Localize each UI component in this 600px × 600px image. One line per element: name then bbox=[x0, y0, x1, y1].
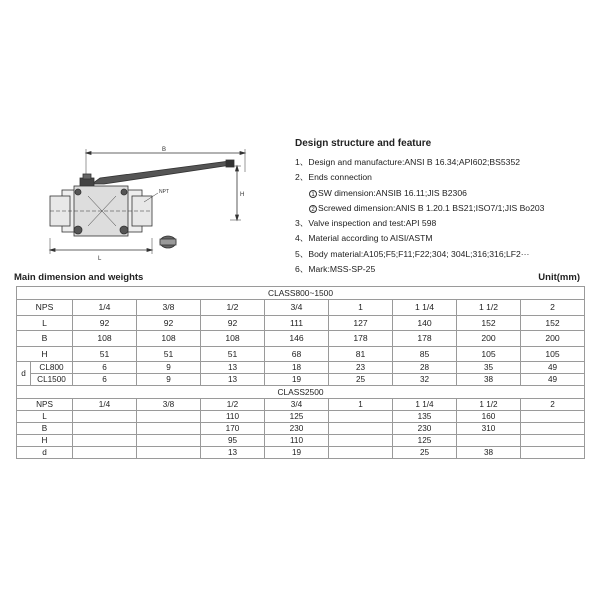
value-cell: 160 bbox=[457, 411, 521, 423]
value-cell: 25 bbox=[393, 447, 457, 459]
value-cell: 9 bbox=[137, 374, 201, 386]
dim-label-l: L bbox=[98, 256, 102, 262]
value-cell bbox=[73, 411, 137, 423]
value-cell: 170 bbox=[201, 423, 265, 435]
feature-item-6: 6、Mark:MSS-SP-25 bbox=[295, 264, 376, 275]
value-cell: 310 bbox=[457, 423, 521, 435]
feature-item-2-2: 2 Screwed dimension:ANIS B 1.20.1 BS21;ISO7/1;JIS Bo203 bbox=[295, 201, 590, 216]
feature-item-4: 4、Material according to AISI/ASTM bbox=[295, 233, 433, 244]
value-cell: 127 bbox=[329, 315, 393, 331]
value-cell bbox=[521, 423, 585, 435]
nps-cell: 1 bbox=[329, 399, 393, 411]
value-cell: 110 bbox=[201, 411, 265, 423]
row-label: d bbox=[17, 447, 73, 459]
value-cell: 108 bbox=[201, 331, 265, 347]
sub-marker-2: 2 bbox=[309, 205, 317, 213]
value-cell: 81 bbox=[329, 346, 393, 362]
value-cell bbox=[329, 435, 393, 447]
value-cell: 108 bbox=[73, 331, 137, 347]
feature-item-2-1: 1 SW dimension:ANSIB 16.11;JIS B2306 bbox=[295, 186, 590, 201]
value-cell: 146 bbox=[265, 331, 329, 347]
table-row bbox=[17, 362, 585, 374]
value-cell bbox=[73, 435, 137, 447]
nps-cell: 1 1/2 bbox=[457, 399, 521, 411]
feature-title: Design structure and feature bbox=[295, 138, 432, 149]
dimension-table bbox=[16, 286, 585, 459]
nps-cell: 3/8 bbox=[137, 399, 201, 411]
value-cell: 95 bbox=[201, 435, 265, 447]
nps-cell: 2 bbox=[521, 300, 585, 316]
value-cell: 85 bbox=[393, 346, 457, 362]
row-label: H bbox=[17, 435, 73, 447]
value-cell: 140 bbox=[393, 315, 457, 331]
value-cell: 51 bbox=[201, 346, 265, 362]
unit-label: Unit(mm) bbox=[538, 272, 580, 283]
value-cell: 68 bbox=[265, 346, 329, 362]
value-cell: 25 bbox=[329, 374, 393, 386]
d-label: d bbox=[17, 362, 31, 386]
value-cell: 92 bbox=[73, 315, 137, 331]
value-cell bbox=[457, 435, 521, 447]
value-cell: 13 bbox=[201, 374, 265, 386]
value-cell: 32 bbox=[393, 374, 457, 386]
nps-cell: 3/4 bbox=[265, 399, 329, 411]
value-cell: 49 bbox=[521, 374, 585, 386]
value-cell: 19 bbox=[265, 374, 329, 386]
dim-label-npt: NPT bbox=[159, 189, 169, 195]
value-cell bbox=[137, 447, 201, 459]
nps-label: NPS bbox=[17, 399, 73, 411]
value-cell: 49 bbox=[521, 362, 585, 374]
nps-cell: 1/2 bbox=[201, 300, 265, 316]
value-cell: 230 bbox=[265, 423, 329, 435]
class2-header: CLASS2500 bbox=[17, 386, 585, 399]
value-cell: 9 bbox=[137, 362, 201, 374]
feature-item-2: 2、Ends connection bbox=[295, 172, 372, 183]
table-row bbox=[17, 399, 585, 411]
nps-cell: 1 1/4 bbox=[393, 300, 457, 316]
feature-list bbox=[295, 138, 590, 277]
value-cell bbox=[137, 411, 201, 423]
value-cell: 19 bbox=[265, 447, 329, 459]
value-cell: 178 bbox=[393, 331, 457, 347]
row-label: L bbox=[17, 411, 73, 423]
ball-valve-drawing bbox=[40, 138, 260, 268]
feature-item-3: 3、Valve inspection and test:API 598 bbox=[295, 218, 437, 229]
dim-label-h: H bbox=[240, 192, 245, 198]
value-cell: 92 bbox=[201, 315, 265, 331]
row-label: B bbox=[17, 423, 73, 435]
sub-marker-1: 1 bbox=[309, 190, 317, 198]
value-cell bbox=[329, 447, 393, 459]
value-cell bbox=[73, 447, 137, 459]
table-row bbox=[17, 346, 585, 362]
nps-cell: 2 bbox=[521, 399, 585, 411]
value-cell: 38 bbox=[457, 374, 521, 386]
table-title: Main dimension and weights bbox=[14, 272, 144, 283]
value-cell: 152 bbox=[457, 315, 521, 331]
value-cell: 6 bbox=[73, 362, 137, 374]
value-cell bbox=[521, 447, 585, 459]
value-cell: 200 bbox=[521, 331, 585, 347]
nps-cell: 1/4 bbox=[73, 300, 137, 316]
value-cell: 13 bbox=[201, 447, 265, 459]
value-cell bbox=[521, 435, 585, 447]
feature-item-5: 5、Body material:A105;F5;F11;F22;304; 304L;316;316;LF2··· bbox=[295, 248, 530, 259]
value-cell: 108 bbox=[137, 331, 201, 347]
row-label: H bbox=[17, 346, 73, 362]
nps-cell: 1 1/2 bbox=[457, 300, 521, 316]
row-label: L bbox=[17, 315, 73, 331]
nps-cell: 1 1/4 bbox=[393, 399, 457, 411]
value-cell: 125 bbox=[393, 435, 457, 447]
value-cell: 230 bbox=[393, 423, 457, 435]
value-cell: 23 bbox=[329, 362, 393, 374]
value-cell bbox=[329, 423, 393, 435]
nps-cell: 1/2 bbox=[201, 399, 265, 411]
value-cell: 51 bbox=[137, 346, 201, 362]
value-cell: 18 bbox=[265, 362, 329, 374]
value-cell: 125 bbox=[265, 411, 329, 423]
nps-cell: 3/4 bbox=[265, 300, 329, 316]
row-label: CL1500 bbox=[31, 374, 73, 386]
value-cell: 200 bbox=[457, 331, 521, 347]
value-cell: 111 bbox=[265, 315, 329, 331]
value-cell: 110 bbox=[265, 435, 329, 447]
table-row bbox=[17, 411, 585, 423]
value-cell bbox=[73, 423, 137, 435]
nps-cell: 1 bbox=[329, 300, 393, 316]
nps-cell: 3/8 bbox=[137, 300, 201, 316]
value-cell: 105 bbox=[457, 346, 521, 362]
value-cell: 13 bbox=[201, 362, 265, 374]
value-cell: 51 bbox=[73, 346, 137, 362]
table-row bbox=[17, 331, 585, 347]
value-cell: 92 bbox=[137, 315, 201, 331]
nps-label: NPS bbox=[17, 300, 73, 316]
value-cell: 6 bbox=[73, 374, 137, 386]
value-cell bbox=[137, 435, 201, 447]
value-cell: 105 bbox=[521, 346, 585, 362]
value-cell: 38 bbox=[457, 447, 521, 459]
value-cell bbox=[137, 423, 201, 435]
value-cell: 178 bbox=[329, 331, 393, 347]
feature-item-1: 1、Design and manufacture:ANSI B 16.34;API602;BS5352 bbox=[295, 157, 521, 167]
value-cell: 28 bbox=[393, 362, 457, 374]
value-cell: 35 bbox=[457, 362, 521, 374]
class1-header: CLASS800~1500 bbox=[17, 287, 585, 300]
table-row bbox=[17, 374, 585, 386]
value-cell: 152 bbox=[521, 315, 585, 331]
table-row bbox=[17, 447, 585, 459]
table-row bbox=[17, 300, 585, 316]
nps-cell: 1/4 bbox=[73, 399, 137, 411]
row-label: CL800 bbox=[31, 362, 73, 374]
table-row bbox=[17, 423, 585, 435]
table-row bbox=[17, 315, 585, 331]
value-cell: 135 bbox=[393, 411, 457, 423]
row-label: B bbox=[17, 331, 73, 347]
table-row bbox=[17, 435, 585, 447]
value-cell bbox=[329, 411, 393, 423]
value-cell bbox=[521, 411, 585, 423]
dim-label-b: B bbox=[162, 147, 167, 153]
